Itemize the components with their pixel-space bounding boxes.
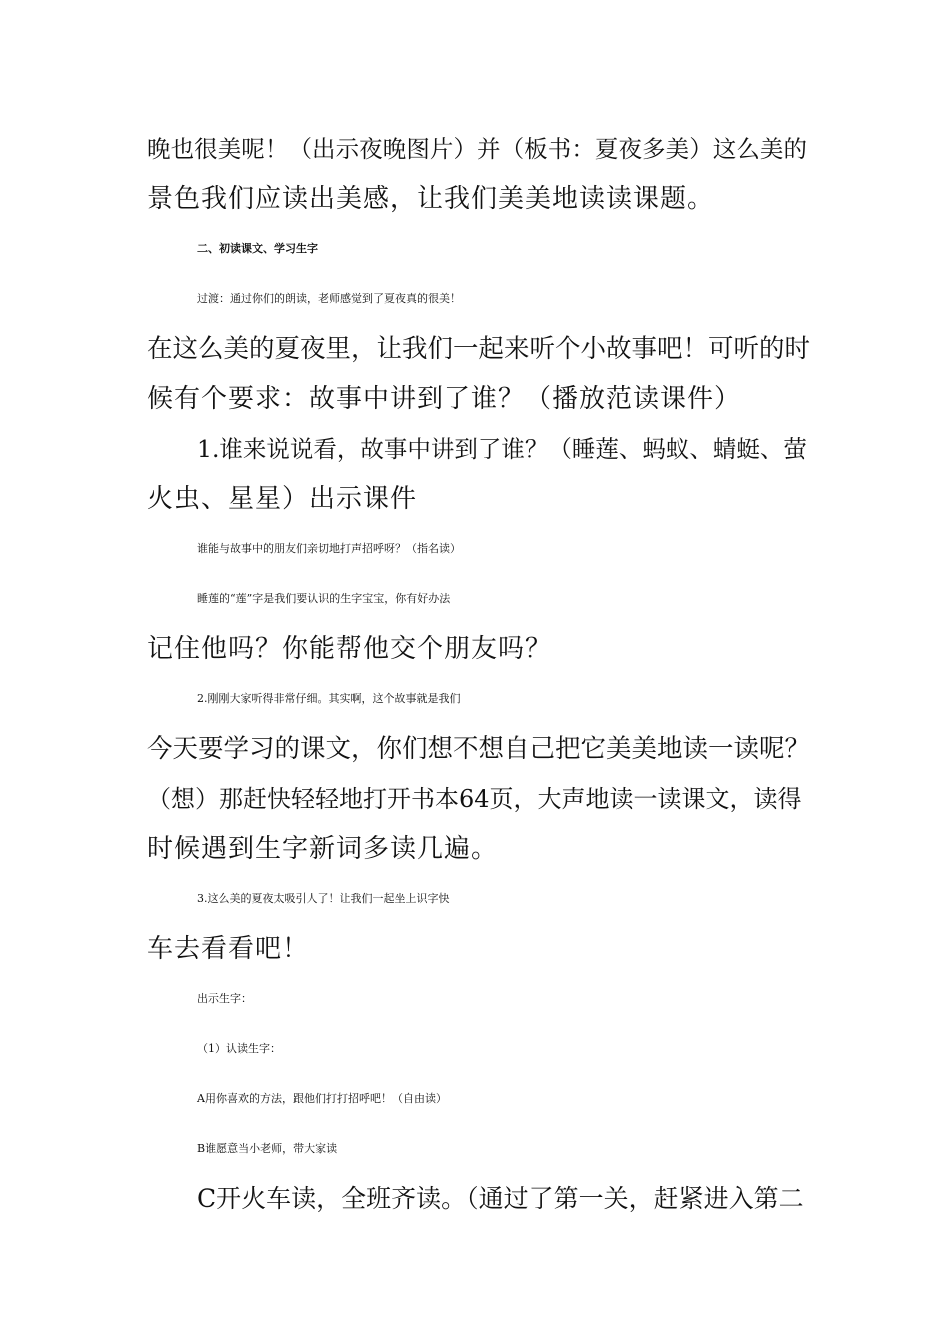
paragraph-line: C开火车读，全班齐读。（通过了第一关，赶紧进入第二 (197, 1184, 804, 1213)
paragraph-line: 晚也很美呢！（出示夜晚图片）并（板书：夏夜多美）这么美的 (147, 135, 807, 163)
paragraph-line: 记住他吗？你能帮他交个朋友吗？ (147, 634, 553, 664)
paragraph-line: 今天要学习的课文，你们想不想自己把它美美地读一读呢？ (147, 734, 811, 764)
section-heading: 二、初读课文、学习生字 (197, 242, 318, 255)
paragraph-line: 在这么美的夏夜里，让我们一起来听个小故事吧！可听的时 (147, 334, 811, 364)
paragraph-line: 睡莲的“莲”字是我们要认识的生字宝宝，你有好办法 (197, 592, 451, 605)
paragraph-line: 3.这么美的夏夜太吸引人了！让我们一起坐上识字快 (197, 892, 450, 905)
paragraph-line: B谁愿意当小老师，带大家读 (197, 1142, 338, 1155)
paragraph-line: 过渡：通过你们的朗读，老师感觉到了夏夜真的很美！ (197, 292, 461, 305)
paragraph-line: 出示生字： (197, 992, 252, 1005)
paragraph-line: 时候遇到生字新词多读几遍。 (147, 834, 499, 864)
paragraph-line: （1）认读生字： (197, 1042, 281, 1055)
paragraph-line: （想）那赶快轻轻地打开书本64页，大声地读一读课文，读得 (147, 785, 802, 813)
paragraph-line: 车去看看吧！ (147, 934, 310, 964)
paragraph-line: 2.刚刚大家听得非常仔细。其实啊，这个故事就是我们 (197, 692, 461, 705)
paragraph-line: 1.谁来说说看，故事中讲到了谁？（睡莲、蚂蚁、蜻蜓、萤 (197, 435, 807, 463)
paragraph-line: 火虫、星星）出示课件 (147, 484, 418, 514)
paragraph-line: 候有个要求：故事中讲到了谁？（播放范读课件） (147, 384, 742, 414)
paragraph-line: 景色我们应读出美感，让我们美美地读读课题。 (147, 184, 715, 214)
paragraph-line: 谁能与故事中的朋友们亲切地打声招呼呀？（指名读） (197, 542, 461, 555)
paragraph-line: A用你喜欢的方法，跟他们打打招呼吧！（自由读） (197, 1092, 447, 1105)
